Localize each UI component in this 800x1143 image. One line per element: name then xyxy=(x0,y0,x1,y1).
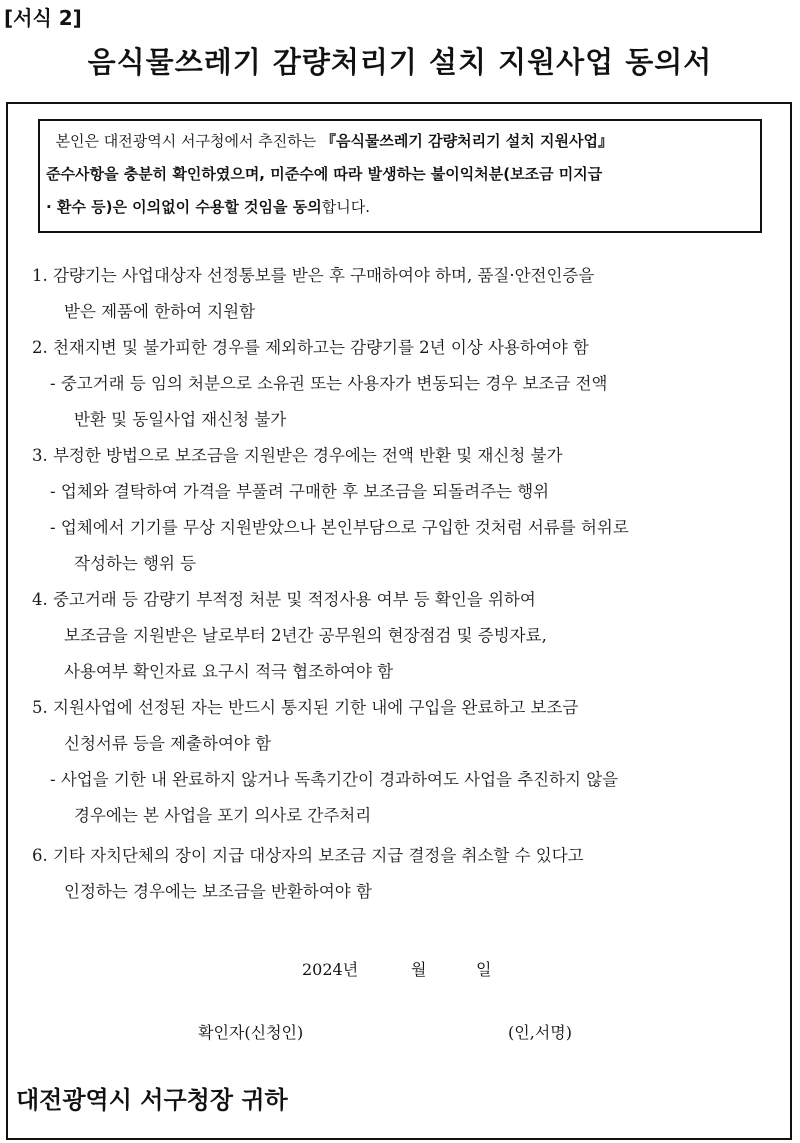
condition-item-6 xyxy=(32,838,788,910)
condition-subitem: - 중고거래 등 임의 처분으로 소유권 또는 사용자가 변동되는 경우 보조금 전액 xyxy=(50,374,608,393)
date-day: 일 xyxy=(476,960,492,979)
condition-text: 신청서류 등을 제출하여야 함 xyxy=(64,734,272,753)
condition-text: 1. 감량기는 사업대상자 선정통보를 받은 후 구매하여야 하며, 품질·안전인증을 xyxy=(32,266,595,285)
form-number-label: [서식 2] xyxy=(4,6,82,30)
notice-program-name: 『음식물쓰레기 감량처리기 설치 지원사업』 xyxy=(320,132,613,150)
date-year: 2024년 xyxy=(302,960,359,979)
condition-item-3 xyxy=(32,438,788,582)
condition-item-2 xyxy=(32,330,788,438)
condition-text: 3. 부정한 방법으로 보조금을 지원받은 경우에는 전액 반환 및 재신청 불가 xyxy=(32,446,563,465)
confirmer-label: 확인자(신청인) xyxy=(198,1023,304,1042)
notice-line-3-bold: · 환수 등)은 이의없이 수용할 것임을 동의 xyxy=(46,198,322,216)
condition-subitem: - 업체에서 기기를 무상 지원받았으나 본인부담으로 구입한 것처럼 서류를 허위로 xyxy=(50,518,629,537)
condition-text: 4. 중고거래 등 감량기 부적정 처분 및 적정사용 여부 등 확인을 위하여 xyxy=(32,590,536,609)
consent-notice-box xyxy=(38,119,762,233)
notice-line-1 xyxy=(46,125,752,158)
condition-subitem: 반환 및 동일사업 재신청 불가 xyxy=(74,410,287,429)
document-title: 음식물쓰레기 감량처리기 설치 지원사업 동의서 xyxy=(87,45,713,79)
notice-line-3-text: 합니다. xyxy=(321,198,370,216)
notice-line-2: 준수사항을 충분히 확인하였으며, 미준수에 따라 발생하는 불이익처분(보조금 미지급 xyxy=(46,165,603,183)
conditions-list xyxy=(32,258,788,910)
condition-text: 2. 천재지변 및 불가피한 경우를 제외하고는 감량기를 2년 이상 사용하여야 함 xyxy=(32,338,589,357)
condition-item-1 xyxy=(32,258,788,330)
condition-subitem: 경우에는 본 사업을 포기 의사로 간주처리 xyxy=(74,806,372,825)
condition-item-4 xyxy=(32,582,788,690)
condition-text: 받은 제품에 한하여 지원함 xyxy=(64,302,256,321)
notice-line-3 xyxy=(46,191,752,224)
condition-item-5 xyxy=(32,690,788,834)
notice-line-1-text: 본인은 대전광역시 서구청에서 추진하는 xyxy=(55,132,321,150)
condition-subitem: - 업체와 결탁하여 가격을 부풀려 구매한 후 보조금을 되돌려주는 행위 xyxy=(50,482,550,501)
condition-subitem: 작성하는 행위 등 xyxy=(74,554,197,573)
condition-text: 6. 기타 자치단체의 장이 지급 대상자의 보조금 지급 결정을 취소할 수 있다고 xyxy=(32,846,584,865)
date-month: 월 xyxy=(411,960,427,979)
condition-subitem: - 사업을 기한 내 완료하지 않거나 독촉기간이 경과하여도 사업을 추진하지 않을 xyxy=(50,770,619,789)
addressee: 대전광역시 서구청장 귀하 xyxy=(16,1085,288,1114)
condition-text: 인정하는 경우에는 보조금을 반환하여야 함 xyxy=(64,882,372,901)
condition-text: 사용여부 확인자료 요구시 적극 협조하여야 함 xyxy=(64,662,394,681)
seal-signature-label: (인,서명) xyxy=(508,1023,572,1042)
condition-text: 보조금을 지원받은 날로부터 2년간 공무원의 현장점검 및 증빙자료, xyxy=(64,626,547,645)
condition-text: 5. 지원사업에 선정된 자는 반드시 통지된 기한 내에 구입을 완료하고 보조금 xyxy=(32,698,579,717)
